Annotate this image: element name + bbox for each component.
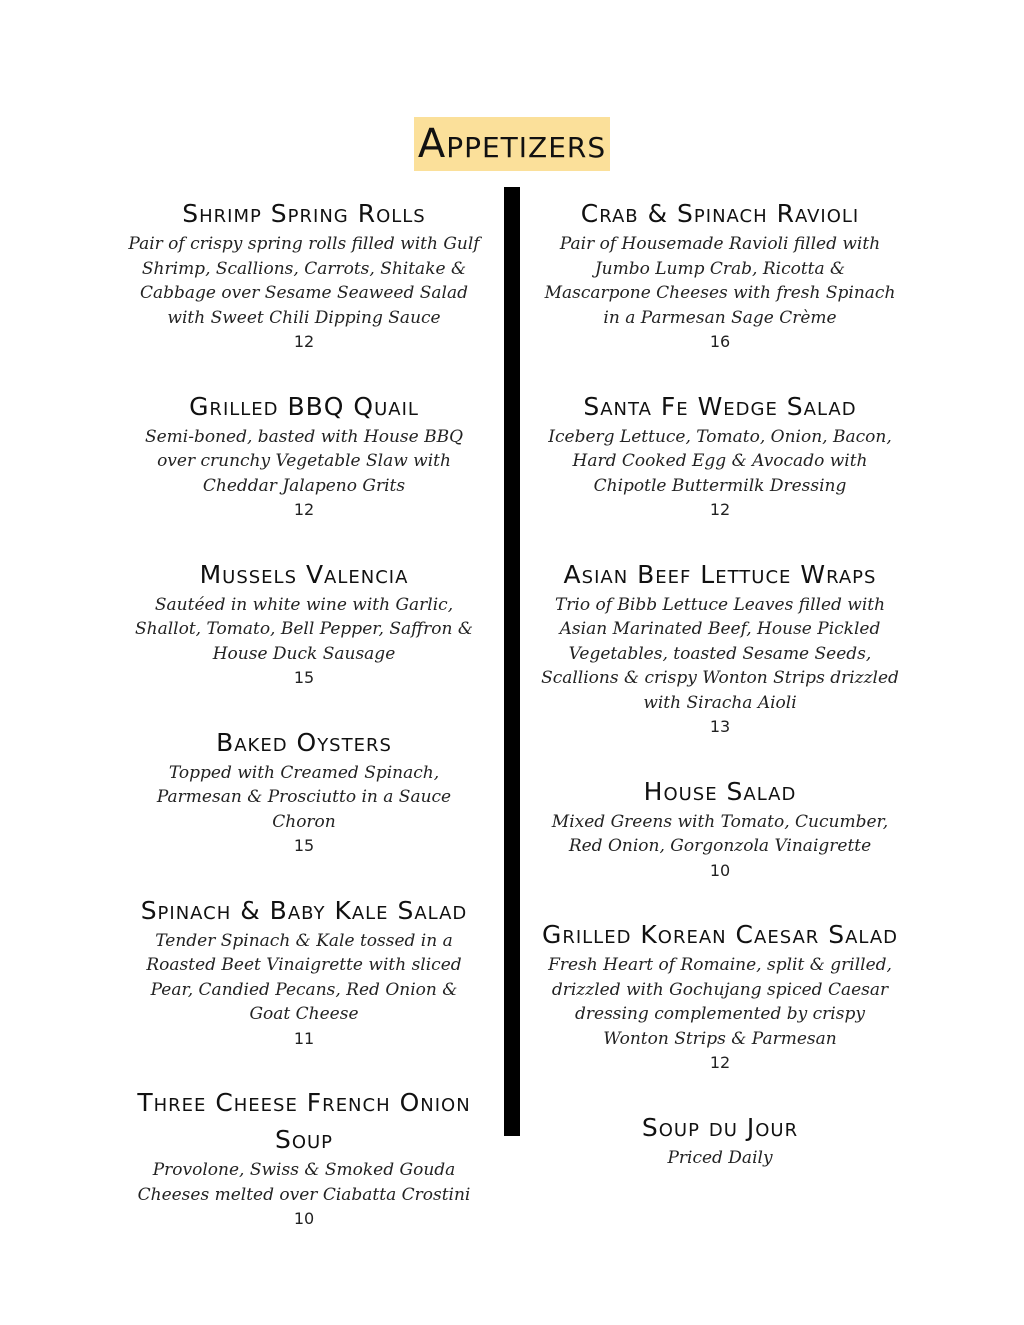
menu-item (540, 1109, 900, 1171)
item-description: Mixed Greens with Tomato, Cucumber, Red Onion, Gorgonzola Vinaigrette (551, 811, 889, 856)
item-name: Grilled BBQ Quail (189, 391, 419, 421)
item-price: 10 (293, 1209, 315, 1228)
menu-item (128, 892, 480, 1052)
item-price: 10 (709, 860, 731, 880)
item-description: Trio of Bibb Lettuce Leaves filled with Asian Marinated Beef, House Pickled Vegetables, toasted Sesame Seeds, Scallions & crispy Wonton Strips drizzled with Siracha Aioli (541, 594, 899, 713)
menu-item (128, 724, 480, 859)
menu-item (540, 773, 900, 884)
item-description: Iceberg Lettuce, Tomato, Onion, Bacon, Hard Cooked Egg & Avocado with Chipotle Buttermilk Dressing (548, 426, 892, 496)
item-description: Fresh Heart of Romaine, split & grilled, drizzled with Gochujang spiced Caesar dressing complemented by crispy Wonton Strips & Parmesan (548, 955, 892, 1049)
section-title-banner (414, 117, 610, 171)
item-name: Three Cheese French Onion Soup (137, 1088, 471, 1154)
item-price: 12 (709, 1053, 731, 1072)
item-description: Priced Daily (667, 1147, 773, 1168)
menu-item (128, 195, 480, 355)
item-name: Soup du Jour (641, 1112, 799, 1142)
item-price: 12 (709, 500, 731, 519)
item-name: Baked Oysters (216, 727, 392, 757)
column-divider (504, 187, 520, 1136)
left-menu-column (128, 195, 480, 1265)
item-description: Pair of crispy spring rolls filled with Gulf Shrimp, Scallions, Carrots, Shitake & Cabbage over Sesame Seaweed Salad with Sweet Chili Dipping Sauce (128, 234, 480, 328)
item-description: Topped with Creamed Spinach, Parmesan & Prosciutto in a Sauce Choron (156, 762, 452, 832)
item-price: 13 (709, 717, 731, 736)
item-price: 15 (293, 668, 315, 687)
section-title: Appetizers (417, 121, 607, 167)
menu-item (540, 556, 900, 740)
item-name: Crab & Spinach Ravioli (580, 199, 860, 228)
menu-item (128, 1084, 480, 1232)
item-price: 15 (293, 836, 315, 855)
menu-item (128, 388, 480, 523)
item-description: Tender Spinach & Kale tossed in a Roasted Beet Vinaigrette with sliced Pear, Candied Pecans, Red Onion & Goat Cheese (146, 930, 462, 1024)
item-price: 11 (293, 1028, 315, 1048)
menu-item (540, 195, 900, 355)
item-name: House Salad (643, 776, 797, 806)
item-name: Asian Beef Lettuce Wraps (563, 559, 877, 589)
item-description: Sautéed in white wine with Garlic, Shallot, Tomato, Bell Pepper, Saffron & House Duck Sausage (135, 594, 473, 664)
item-description: Provolone, Swiss & Smoked Gouda Cheeses melted over Ciabatta Crostini (137, 1160, 471, 1205)
item-name: Grilled Korean Caesar Salad (541, 920, 899, 949)
right-menu-column (540, 195, 900, 1203)
item-price: 16 (709, 332, 731, 351)
item-name: Mussels Valencia (199, 559, 409, 589)
menu-item (540, 388, 900, 523)
item-description: Semi-boned, basted with House BBQ over crunchy Vegetable Slaw with Cheddar Jalapeno Grits (144, 426, 464, 496)
item-name: Spinach & Baby Kale Salad (140, 895, 468, 925)
item-description: Pair of Housemade Ravioli filled with Jumbo Lump Crab, Ricotta & Mascarpone Cheeses with fresh Spinach in a Parmesan Sage Crème (544, 234, 896, 328)
item-price: 12 (293, 500, 315, 519)
item-price: 12 (293, 332, 315, 351)
item-name: Shrimp Spring Rolls (182, 199, 426, 228)
menu-item (128, 556, 480, 691)
item-name: Santa Fe Wedge Salad (583, 391, 857, 421)
menu-item (540, 916, 900, 1076)
